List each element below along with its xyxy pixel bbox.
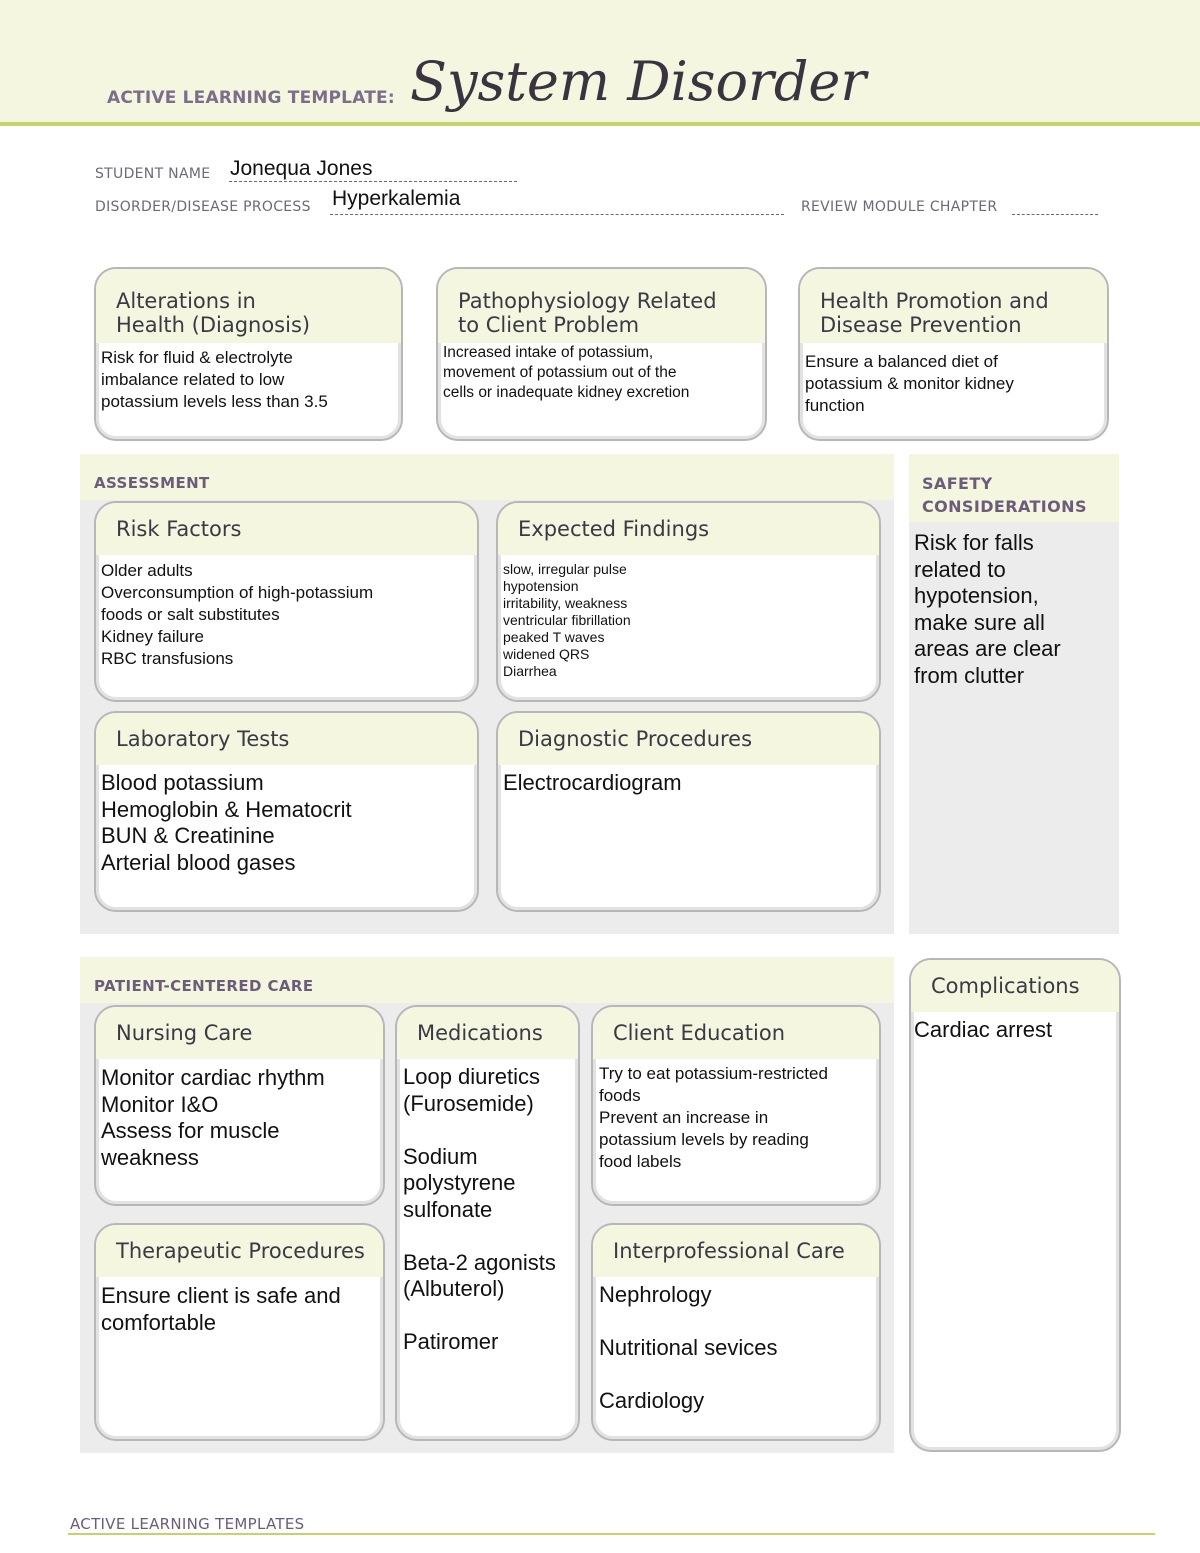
student-name-field[interactable]: Jonequa Jones [230, 157, 373, 180]
client-education-item: food labels [599, 1152, 682, 1171]
safety-line: areas are clear [914, 636, 1061, 661]
alterations-body[interactable] [96, 343, 401, 413]
pathophysiology-box [436, 267, 767, 441]
interprofessional-care-header: Interprofessional Care [593, 1225, 879, 1277]
pathophysiology-body[interactable] [438, 343, 765, 403]
assessment-title: ASSESSMENT [94, 474, 210, 492]
client-education-item: Prevent an increase in [599, 1108, 769, 1127]
expected-finding-item: ventricular fibrillation [503, 612, 631, 628]
medication-item: Beta-2 agonists [403, 1249, 556, 1275]
diagnostic-procedure-item: Electrocardiogram [503, 770, 682, 795]
laboratory-test-item: Blood potassium [101, 770, 264, 795]
complication-item: Cardiac arrest [914, 1017, 1053, 1042]
laboratory-tests-box [94, 711, 479, 912]
pathophysiology-line: movement of potassium out of the [443, 364, 677, 381]
medication-item: sulfonate [403, 1196, 493, 1222]
medication-item: Patiromer [403, 1329, 499, 1354]
health-promotion-box [798, 267, 1109, 441]
nursing-care-header: Nursing Care [96, 1007, 383, 1059]
expected-findings-header: Expected Findings [498, 503, 879, 555]
safety-title-2: CONSIDERATIONS [922, 497, 1087, 516]
health-promotion-line: potassium & monitor kidney [805, 374, 1014, 393]
complications-body[interactable] [911, 1012, 1119, 1044]
alterations-line: Risk for fluid & electrolyte [101, 348, 293, 367]
safety-title-1: SAFETY [922, 474, 993, 493]
interprofessional-care-box [591, 1223, 881, 1441]
therapeutic-procedures-header: Therapeutic Procedures [96, 1225, 383, 1277]
pathophysiology-line: cells or inadequate kidney excretion [443, 384, 690, 401]
expected-findings-body[interactable] [498, 555, 879, 680]
health-promotion-title-2: Disease Prevention [820, 313, 1022, 337]
nursing-care-item: weakness [101, 1144, 199, 1170]
risk-factor-item: foods or salt substitutes [101, 605, 280, 624]
medication-item: (Albuterol) [403, 1276, 505, 1301]
laboratory-tests-body[interactable] [96, 765, 477, 876]
safety-title [922, 472, 1087, 518]
expected-finding-item: Diarrhea [503, 663, 557, 679]
expected-finding-item: peaked T waves [503, 629, 605, 645]
medication-item [403, 1303, 574, 1330]
interprofessional-care-body[interactable] [593, 1277, 879, 1415]
nursing-care-box [94, 1005, 385, 1206]
student-name-line [229, 181, 517, 182]
medication-item: (Furosemide) [403, 1090, 534, 1116]
alterations-title-2: Health (Diagnosis) [116, 313, 311, 337]
alterations-title-1: Alterations in [116, 289, 256, 313]
medications-header: Medications [397, 1007, 578, 1059]
footer-rule [68, 1533, 1155, 1535]
safety-line: make sure all [914, 609, 1045, 635]
expected-finding-item: widened QRS [503, 646, 590, 662]
safety-considerations-panel [909, 454, 1119, 934]
laboratory-test-item: Arterial blood gases [101, 849, 296, 875]
interprofessional-item: Nutritional sevices [599, 1335, 778, 1360]
footer-label: ACTIVE LEARNING TEMPLATES [70, 1515, 305, 1533]
client-education-header: Client Education [593, 1007, 879, 1059]
expected-findings-box [496, 501, 881, 702]
complications-box [909, 958, 1121, 1452]
laboratory-tests-header: Laboratory Tests [96, 713, 477, 765]
alterations-line: imbalance related to low [101, 370, 285, 389]
medications-box [395, 1005, 580, 1441]
expected-finding-item: hypotension [503, 578, 579, 594]
interprofessional-item [599, 1309, 875, 1336]
alterations-box [94, 267, 403, 441]
nursing-care-item: Assess for muscle [101, 1118, 280, 1143]
medications-body[interactable] [397, 1059, 578, 1356]
medication-item: Loop diuretics [403, 1064, 540, 1089]
template-title: System Disorder [410, 50, 867, 113]
student-name-label: STUDENT NAME [95, 166, 211, 182]
risk-factor-item: Older adults [101, 561, 193, 580]
complications-header: Complications [911, 960, 1119, 1012]
interprofessional-item [599, 1362, 875, 1389]
nursing-care-body[interactable] [96, 1059, 383, 1171]
disorder-field[interactable]: Hyperkalemia [332, 187, 461, 210]
review-chapter-label: REVIEW MODULE CHAPTER [801, 199, 998, 215]
nursing-care-item: Monitor cardiac rhythm [101, 1065, 325, 1090]
medication-item [403, 1117, 574, 1144]
diagnostic-procedures-box [496, 711, 881, 912]
pathophysiology-title-1: Pathophysiology Related [458, 289, 717, 313]
therapeutic-procedures-body[interactable] [96, 1277, 383, 1336]
pathophysiology-line: Increased intake of potassium, [443, 344, 654, 361]
alterations-line: potassium levels less than 3.5 [101, 392, 328, 411]
safety-body[interactable] [914, 530, 1061, 689]
pathophysiology-title-2: to Client Problem [458, 313, 640, 337]
alterations-header [96, 269, 401, 343]
laboratory-test-item: BUN & Creatinine [101, 823, 275, 848]
health-promotion-line: Ensure a balanced diet of [805, 352, 998, 371]
health-promotion-body[interactable] [800, 343, 1107, 417]
risk-factors-header: Risk Factors [96, 503, 477, 555]
risk-factors-body[interactable] [96, 555, 477, 670]
client-education-box [591, 1005, 881, 1206]
health-promotion-title-1: Health Promotion and [820, 289, 1049, 313]
disorder-label: DISORDER/DISEASE PROCESS [95, 199, 311, 215]
safety-line: related to [914, 556, 1006, 582]
diagnostic-procedures-body[interactable] [498, 765, 879, 797]
risk-factors-box [94, 501, 479, 702]
health-promotion-line: function [805, 396, 865, 415]
client-education-item: Try to eat potassium-restricted [599, 1064, 828, 1083]
safety-line: hypotension, [914, 583, 1039, 608]
nursing-care-item: Monitor I&O [101, 1091, 219, 1117]
client-education-item: potassium levels by reading [599, 1130, 809, 1149]
client-education-body[interactable] [593, 1059, 879, 1173]
safety-line: Risk for falls [914, 530, 1034, 555]
risk-factor-item: Kidney failure [101, 627, 205, 646]
therapeutic-procedure-item: Ensure client is safe and [101, 1283, 341, 1308]
patient-care-title: PATIENT-CENTERED CARE [94, 977, 314, 995]
medication-item: Sodium [403, 1143, 478, 1169]
interprofessional-item: Nephrology [599, 1282, 712, 1307]
safety-line: from clutter [914, 662, 1025, 688]
header-rule [0, 122, 1200, 126]
medication-item [403, 1223, 574, 1250]
risk-factor-item: RBC transfusions [101, 649, 234, 668]
interprofessional-item: Cardiology [599, 1388, 705, 1413]
therapeutic-procedure-item: comfortable [101, 1309, 216, 1335]
pathophysiology-header [438, 269, 765, 343]
medication-item: polystyrene [403, 1170, 516, 1195]
health-promotion-header [800, 269, 1107, 343]
expected-finding-item: irritability, weakness [503, 595, 628, 611]
risk-factor-item: Overconsumption of high-potassium [101, 583, 374, 602]
therapeutic-procedures-box [94, 1223, 385, 1441]
template-label: ACTIVE LEARNING TEMPLATE: [107, 88, 395, 108]
review-chapter-line [1012, 214, 1098, 215]
expected-finding-item: slow, irregular pulse [503, 561, 627, 577]
client-education-item: foods [599, 1086, 641, 1105]
laboratory-test-item: Hemoglobin & Hematocrit [101, 796, 352, 822]
disorder-line [330, 214, 784, 215]
diagnostic-procedures-header: Diagnostic Procedures [498, 713, 879, 765]
